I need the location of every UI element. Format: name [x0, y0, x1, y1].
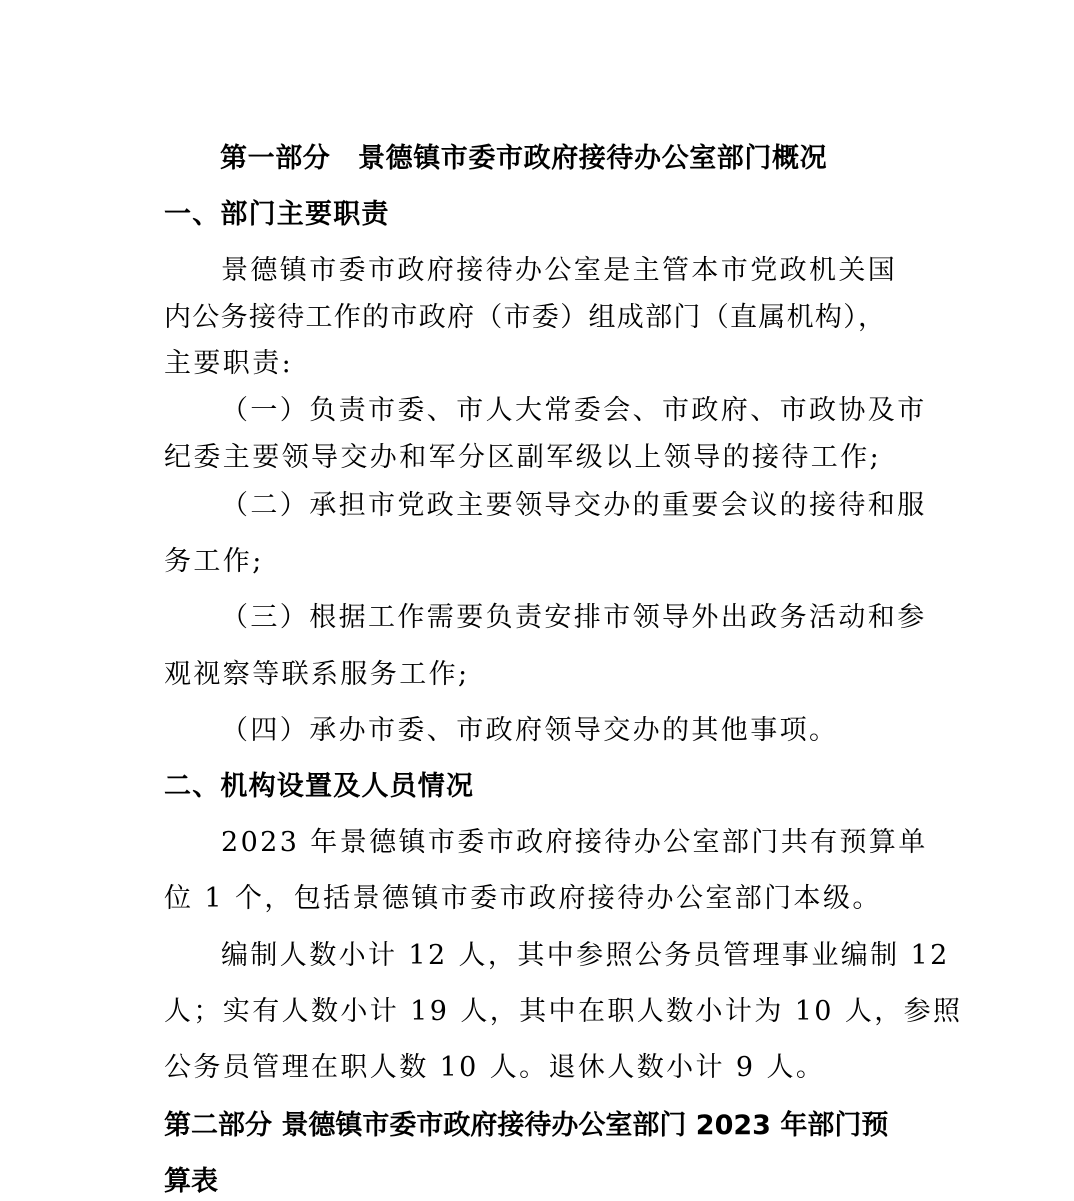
part2-heading-line-1: 第二部分 景德镇市委市政府接待办公室部门 2023 年部门预: [164, 1110, 889, 1141]
duty-1-line-2: 纪委主要领导交办和军分区副军级以上领导的接待工作;: [164, 442, 882, 473]
part1-title: 第一部分 景德镇市委市政府接待办公室部门概况: [220, 143, 828, 174]
para-2-line-3: 公务员管理在职人数 10 人。退休人数小计 9 人。: [164, 1052, 826, 1083]
duty-2-line-2: 务工作;: [164, 546, 264, 577]
duty-3-line-2: 观视察等联系服务工作;: [164, 659, 470, 690]
para-2-line-1: 编制人数小计 12 人，其中参照公务员管理事业编制 12: [221, 940, 950, 971]
part2-heading-line-2: 算表: [164, 1166, 218, 1197]
intro-line-1: 景德镇市委市政府接待办公室是主管本市党政机关国: [221, 255, 898, 286]
section1-heading: 一、部门主要职责: [164, 199, 390, 230]
para-1-line-2: 位 1 个，包括景德镇市委市政府接待办公室部门本级。: [164, 883, 882, 914]
duty-2-line-1: （二）承担市党政主要领导交办的重要会议的接待和服: [221, 490, 927, 521]
para-1-line-1: 2023 年景德镇市委市政府接待办公室部门共有预算单: [221, 827, 928, 858]
duty-1-line-1: （一）负责市委、市人大常委会、市政府、市政协及市: [221, 395, 927, 426]
duty-4-line-1: （四）承办市委、市政府领导交办的其他事项。: [221, 715, 839, 746]
duty-3-line-1: （三）根据工作需要负责安排市领导外出政务活动和参: [221, 602, 927, 633]
section2-heading: 二、机构设置及人员情况: [164, 771, 475, 802]
intro-line-2: 内公务接待工作的市政府（市委）组成部门（直属机构），: [164, 302, 887, 333]
intro-line-3: 主要职责:: [164, 348, 294, 379]
para-2-line-2: 人；实有人数小计 19 人，其中在职人数小计为 10 人，参照: [164, 996, 963, 1027]
